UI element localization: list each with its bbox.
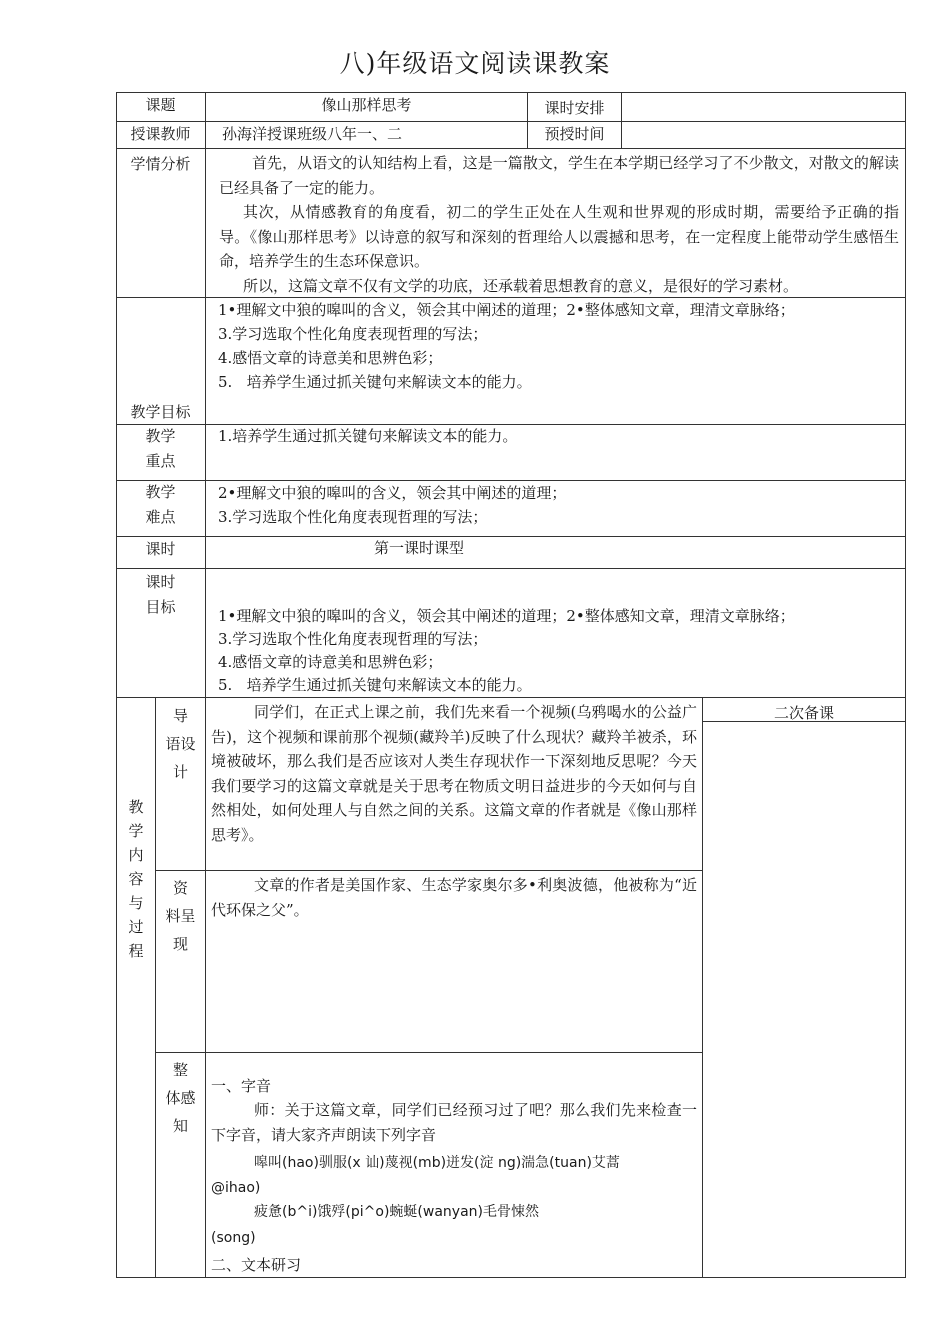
pre-time-label: 预授时间 xyxy=(544,125,605,143)
teacher-label: 授课教师 xyxy=(130,125,191,143)
intro-label: 导 语设 计 xyxy=(165,707,196,781)
material-label: 资 料呈 现 xyxy=(165,879,196,953)
teacher-text: 师：关于这篇文章，同学们已经预习过了吧？那么我们先来检查一下字音，请大家齐声朗读下列字音 xyxy=(211,1101,697,1144)
intro-text: 同学们，在正式上课之前，我们先来看一个视频(乌鸦喝水的公益广告)，这个视频和课前那个视频(藏羚羊)反映了什么现状？藏羚羊被杀，环境被破坏，那么我们是否应该对人类生存现状作一下深刻地反思呢？今天我们要学习的这篇文章就是关于思考在物质文明日益进步的今天如何与自然相处，如何处理人与自然之间的关系。这篇文章的作者就是《像山那样思考》。 xyxy=(211,703,697,844)
section-phonetics: 一、字音 xyxy=(211,1077,272,1095)
key-point-item: 1.培养学生通过抓关键句来解读文本的能力。 xyxy=(218,427,518,445)
difficulties-label: 教学 xyxy=(145,483,176,501)
lesson-goal-item: 4.感悟文章的诗意美和思辨色彩； xyxy=(218,653,443,671)
lesson-value: 第一课时课型 xyxy=(374,539,465,557)
section-text-study: 二、文本研习 xyxy=(211,1256,302,1274)
key-points-label: 教学 xyxy=(145,427,176,445)
lesson-goal-item: 1•理解文中狼的嗥叫的含义，领会其中阐述的道理；2•整体感知文章，理清文章脉络； xyxy=(218,607,795,625)
goal-item: 5. 培养学生通过抓关键句来解读文本的能力。 xyxy=(218,373,532,391)
overall-label: 整 体感 知 xyxy=(165,1061,196,1135)
difficulty-item: 2•理解文中狼的嗥叫的含义，领会其中阐述的道理； xyxy=(218,484,567,502)
goal-item: 3.学习选取个性化角度表现哲理的写法； xyxy=(218,325,488,343)
goals-label: 教学目标 xyxy=(130,403,191,421)
lesson-goal-item: 5. 培养学生通过抓关键句来解读文本的能力。 xyxy=(218,676,532,694)
teacher-value: 孙海洋授课班级八年一、二 xyxy=(222,125,403,143)
schedule-label: 课时安排 xyxy=(544,99,605,117)
lesson-goals-label: 课时 xyxy=(145,573,176,591)
analysis-para-2: 其次，从情感教育的角度看，初二的学生正处在人生观和世界观的形成时期，需要给予正确的指导。《像山那样思考》以诗意的叙写和深刻的哲理给人以震撼和思考，在一定程度上能带动学生感悟生命，培养学生的生态环保意识。 xyxy=(219,203,899,270)
phonetic-line: 嗥叫(hao)驯服(x 讪)蔑视(mb)迸发(淀 ng)湍急(tuan)艾蒿 xyxy=(254,1155,620,1171)
difficulties-label: 难点 xyxy=(145,508,176,526)
lesson-goal-item: 3.学习选取个性化角度表现哲理的写法； xyxy=(218,630,488,648)
analysis-label: 学情分析 xyxy=(130,155,191,173)
key-points-label: 重点 xyxy=(145,452,176,470)
lesson-label: 课时 xyxy=(145,540,176,558)
difficulty-item: 3.学习选取个性化角度表现哲理的写法； xyxy=(218,508,488,526)
analysis-para-3: 所以，这篇文章不仅有文学的功底，还承载着思想教育的意义，是很好的学习素材。 xyxy=(243,277,799,295)
page-title: 八)年级语文阅读课教案 xyxy=(339,49,611,78)
lesson-goals-label: 目标 xyxy=(145,598,176,616)
second-prep-label: 二次备课 xyxy=(773,704,834,722)
phonetic-line: @ihao) xyxy=(211,1180,261,1196)
material-text: 文章的作者是美国作家、生态学家奥尔多•利奥波德，他被称为“近代环保之父”。 xyxy=(211,876,697,919)
topic-value: 像山那样思考 xyxy=(321,96,412,114)
phonetic-line: (song) xyxy=(211,1230,256,1246)
process-label: 教 学 内 容 与 过 程 xyxy=(128,798,144,960)
goal-item: 4.感悟文章的诗意美和思辨色彩； xyxy=(218,349,443,367)
topic-label: 课题 xyxy=(145,96,176,114)
goal-item: 1•理解文中狼的嗥叫的含义，领会其中阐述的道理；2•整体感知文章，理清文章脉络； xyxy=(218,301,795,319)
phonetic-line: 疲惫(b^i)饿殍(pi^o)蜿蜒(wanyan)毛骨悚然 xyxy=(254,1204,539,1220)
analysis-para-1: 首先，从语文的认知结构上看，这是一篇散文，学生在本学期已经学习了不少散文，对散文的解读已经具备了一定的能力。 xyxy=(219,154,899,197)
